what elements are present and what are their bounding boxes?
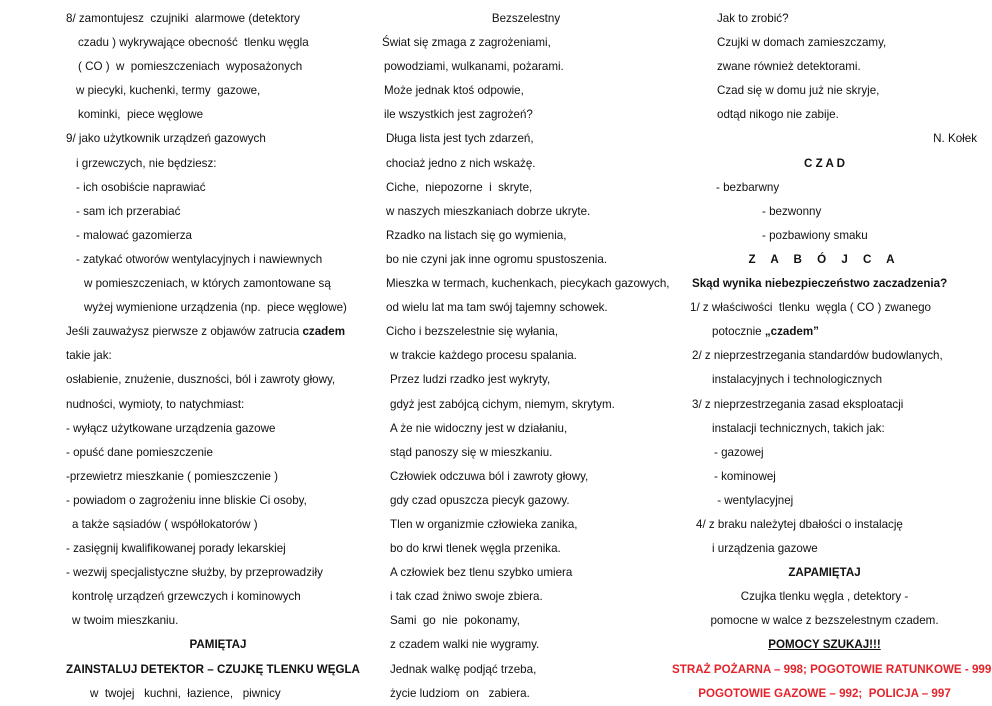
col1-line bbox=[58, 200, 378, 224]
col1-line bbox=[58, 296, 378, 320]
line-text: 3/ z nieprzestrzegania zasad eksploatacji bbox=[692, 397, 904, 411]
line-text: - wezwij specjalistyczne służby, by przeprowadziły bbox=[66, 566, 323, 580]
col2-line bbox=[378, 441, 674, 465]
line-text: ile wszystkich jest zagrożeń? bbox=[384, 108, 533, 122]
col1-line bbox=[58, 489, 378, 513]
left-column-safety-rules bbox=[58, 7, 378, 706]
col3-line bbox=[672, 127, 977, 151]
col1-line bbox=[58, 152, 378, 176]
line-text: takie jak: bbox=[66, 349, 112, 363]
col1-line bbox=[58, 658, 378, 682]
line-text: Może jednak ktoś odpowie, bbox=[384, 84, 524, 98]
line-text: Czad się w domu już nie skryje, bbox=[717, 84, 880, 98]
col1-line bbox=[58, 103, 378, 127]
col1-line bbox=[58, 561, 378, 585]
col3-line bbox=[672, 320, 977, 344]
emphasized-word: czadem bbox=[302, 325, 346, 339]
line-text: Jeśli zauważysz pierwsze z objawów zatrucia bbox=[66, 325, 303, 339]
line-text: - zasięgnij kwalifikowanej porady lekarskiej bbox=[66, 542, 286, 556]
line-text: - bezbarwny bbox=[716, 180, 780, 194]
col3-line bbox=[672, 296, 977, 320]
col1-line bbox=[58, 31, 378, 55]
emphasized-word: „czadem” bbox=[764, 325, 819, 339]
line-text: Mieszka w termach, kuchenkach, piecykach gazowych, bbox=[386, 277, 670, 291]
col1-line bbox=[58, 176, 378, 200]
line-text: Rzadko na listach się go wymienia, bbox=[386, 228, 567, 242]
col1-line bbox=[58, 368, 378, 392]
line-text: POMOCY SZUKAJ!!! bbox=[768, 638, 881, 652]
line-text: Świat się zmaga z zagrożeniami, bbox=[382, 36, 551, 50]
right-column-carbon-monoxide-info bbox=[672, 7, 992, 706]
line-text: ( CO ) w pomieszczeniach wyposażonych bbox=[78, 60, 303, 74]
col2-line bbox=[378, 393, 674, 417]
line-text: Człowiek odczuwa ból i zawroty głowy, bbox=[390, 469, 589, 483]
line-text: Cicho i bezszelestnie się wyłania, bbox=[386, 325, 559, 339]
line-text: A że nie widoczny jest w działaniu, bbox=[390, 421, 568, 435]
line-text: Czujki w domach zamieszczamy, bbox=[717, 36, 887, 50]
line-text: A człowiek bez tlenu szybko umiera bbox=[390, 566, 573, 580]
col2-line bbox=[378, 489, 674, 513]
col1-line bbox=[58, 417, 378, 441]
col3-line bbox=[672, 561, 977, 585]
line-text: z czadem walki nie wygramy. bbox=[390, 638, 540, 652]
line-text: - opuść dane pomieszczenie bbox=[66, 445, 213, 459]
line-text: bo nie czyni jak inne ogromu spustoszenia. bbox=[386, 252, 608, 266]
line-text: potocznie bbox=[712, 325, 765, 339]
line-text: kontrolę urządzeń grzewczych i kominowych bbox=[72, 590, 301, 604]
line-text: - malować gazomierza bbox=[76, 228, 192, 242]
col1-line bbox=[58, 441, 378, 465]
line-text: bo do krwi tlenek węgla przenika. bbox=[390, 542, 561, 556]
line-text: - gazowej bbox=[714, 445, 764, 459]
col3-line bbox=[672, 248, 977, 272]
line-text: powodziami, wulkanami, pożarami. bbox=[384, 60, 564, 74]
line-text: -przewietrz mieszkanie ( pomieszczenie ) bbox=[66, 469, 278, 483]
line-text: ZAPAMIĘTAJ bbox=[788, 566, 861, 580]
line-text: ZAINSTALUJ DETEKTOR – CZUJKĘ TLENKU WĘGLA bbox=[66, 662, 360, 676]
col2-line bbox=[378, 537, 674, 561]
col2-line bbox=[378, 127, 674, 151]
col3-line bbox=[672, 152, 977, 176]
line-text: PAMIĘTAJ bbox=[189, 638, 247, 652]
line-text: stąd panoszy się w mieszkaniu. bbox=[390, 445, 553, 459]
col1-line bbox=[58, 272, 378, 296]
line-text: - wyłącz użytkowane urządzenia gazowe bbox=[66, 421, 276, 435]
line-text: w pomieszczeniach, w których zamontowane są bbox=[84, 277, 331, 291]
col3-line bbox=[672, 7, 977, 31]
middle-column-poem bbox=[378, 7, 674, 706]
col1-line bbox=[58, 585, 378, 609]
col3-line bbox=[672, 513, 977, 537]
line-text: - wentylacyjnej bbox=[714, 493, 794, 507]
line-text: - kominowej bbox=[714, 469, 776, 483]
col3-line bbox=[672, 658, 992, 682]
col3-line bbox=[672, 176, 977, 200]
col3-line bbox=[672, 465, 977, 489]
col2-line bbox=[378, 609, 674, 633]
col2-line bbox=[378, 224, 674, 248]
line-text: - bezwonny bbox=[762, 204, 822, 218]
line-text: w twoim mieszkaniu. bbox=[72, 614, 179, 628]
line-text: - powiadom o zagrożeniu inne bliskie Ci osoby, bbox=[66, 493, 307, 507]
line-text: 8/ zamontujesz czujniki alarmowe (detektory bbox=[66, 12, 300, 25]
line-text: Bezszelestny bbox=[491, 12, 561, 25]
line-text: zwane również detektorami. bbox=[717, 60, 861, 74]
line-text: Jednak walkę podjąć trzeba, bbox=[390, 662, 537, 676]
col3-line bbox=[672, 633, 977, 657]
line-text: w piecyki, kuchenki, termy gazowe, bbox=[76, 84, 261, 98]
line-text: Ciche, niepozorne i skryte, bbox=[386, 180, 533, 194]
line-text: w twojej kuchni, łazience, piwnicy bbox=[90, 686, 281, 700]
col2-line bbox=[378, 465, 674, 489]
line-text: - ich osobiście naprawiać bbox=[76, 180, 206, 194]
col3-line bbox=[672, 537, 977, 561]
line-text: chociaż jedno z nich wskażę. bbox=[386, 156, 536, 170]
col3-line bbox=[672, 79, 977, 103]
col3-line bbox=[672, 55, 977, 79]
col3-line bbox=[672, 344, 977, 368]
col3-line bbox=[672, 609, 977, 633]
line-text: Tlen w organizmie człowieka zanika, bbox=[390, 517, 578, 531]
col1-line bbox=[58, 393, 378, 417]
col1-line bbox=[58, 127, 378, 151]
line-text: a także sąsiadów ( współlokatorów ) bbox=[72, 517, 258, 531]
line-text: nudności, wymioty, to natychmiast: bbox=[66, 397, 245, 411]
col1-line bbox=[58, 465, 378, 489]
col1-line bbox=[58, 633, 378, 657]
line-text: - pozbawiony smaku bbox=[762, 228, 868, 242]
line-text: i tak czad żniwo swoje zbiera. bbox=[390, 590, 543, 604]
col1-line bbox=[58, 682, 378, 706]
line-text: - zatykać otworów wentylacyjnych i nawiewnych bbox=[76, 252, 323, 266]
col3-line bbox=[672, 585, 977, 609]
col2-line bbox=[378, 248, 674, 272]
col1-line bbox=[58, 344, 378, 368]
col3-line bbox=[672, 489, 977, 513]
col2-line bbox=[378, 200, 674, 224]
line-text: instalacyjnych i technologicznych bbox=[712, 373, 883, 387]
line-text: Przez ludzi rzadko jest wykryty, bbox=[390, 373, 551, 387]
col3-line bbox=[672, 103, 977, 127]
line-text: C Z A D bbox=[803, 156, 845, 170]
line-text: 9/ jako użytkownik urządzeń gazowych bbox=[66, 132, 266, 146]
line-text: osłabienie, znużenie, duszności, ból i zawroty głowy, bbox=[66, 373, 336, 387]
line-text: wyżej wymienione urządzenia (np. piece węglowe) bbox=[84, 301, 347, 315]
col1-line bbox=[58, 55, 378, 79]
col2-line bbox=[378, 561, 674, 585]
col2-line bbox=[378, 31, 674, 55]
line-text: POGOTOWIE GAZOWE – 992; POLICJA – 997 bbox=[698, 686, 951, 700]
col2-line bbox=[378, 296, 674, 320]
col1-line bbox=[58, 79, 378, 103]
col3-line bbox=[672, 31, 977, 55]
col3-line bbox=[672, 393, 977, 417]
line-text: Długa lista jest tych zdarzeń, bbox=[386, 132, 534, 146]
col3-line bbox=[672, 417, 977, 441]
line-text: Skąd wynika niebezpieczeństwo zaczadzenia? bbox=[692, 277, 948, 291]
col2-line bbox=[378, 7, 674, 31]
col2-line bbox=[378, 152, 674, 176]
col2-line bbox=[378, 176, 674, 200]
col3-line bbox=[672, 441, 977, 465]
col2-line bbox=[378, 368, 674, 392]
line-text: w naszych mieszkaniach dobrze ukryte. bbox=[386, 204, 591, 218]
col1-line bbox=[58, 537, 378, 561]
col2-line bbox=[378, 658, 674, 682]
line-text: od wielu lat ma tam swój tajemny schowek. bbox=[386, 301, 608, 315]
col2-line bbox=[378, 417, 674, 441]
line-text: Sami go nie pokonamy, bbox=[390, 614, 520, 628]
line-text: gdyż jest zabójcą cichym, niemym, skrytym. bbox=[390, 397, 615, 411]
line-text: N. Kołek bbox=[933, 132, 977, 146]
col2-line bbox=[378, 55, 674, 79]
line-text: 2/ z nieprzestrzegania standardów budowlanych, bbox=[692, 349, 943, 363]
col1-line bbox=[58, 7, 378, 31]
col2-line bbox=[378, 79, 674, 103]
col3-line bbox=[672, 224, 977, 248]
col2-line bbox=[378, 633, 674, 657]
col1-line bbox=[58, 513, 378, 537]
col3-line bbox=[672, 200, 977, 224]
line-text: - sam ich przerabiać bbox=[76, 204, 181, 218]
col1-line bbox=[58, 224, 378, 248]
col3-line bbox=[672, 682, 977, 706]
col2-line bbox=[378, 682, 674, 706]
line-text: Jak to zrobić? bbox=[717, 12, 789, 25]
line-text: 4/ z braku należytej dbałości o instalację bbox=[696, 517, 903, 531]
col2-line bbox=[378, 585, 674, 609]
line-text: instalacji technicznych, takich jak: bbox=[712, 421, 885, 435]
col3-line bbox=[672, 368, 977, 392]
line-text: gdy czad opuszcza piecyk gazowy. bbox=[390, 493, 570, 507]
col2-line bbox=[378, 344, 674, 368]
col1-line bbox=[58, 248, 378, 272]
col3-line bbox=[672, 272, 977, 296]
line-text: STRAŻ POŻARNA – 998; POGOTOWIE RATUNKOWE - 999 bbox=[672, 662, 992, 676]
line-text: pomocne w walce z bezszelestnym czadem. bbox=[710, 614, 939, 628]
col2-line bbox=[378, 103, 674, 127]
col2-line bbox=[378, 320, 674, 344]
col1-line bbox=[58, 609, 378, 633]
line-text: w trakcie każdego procesu spalania. bbox=[390, 349, 577, 363]
line-text: i urządzenia gazowe bbox=[712, 542, 818, 556]
line-text: i grzewczych, nie będziesz: bbox=[76, 156, 217, 170]
line-text: Z A B Ó J C A bbox=[748, 252, 901, 266]
line-text: 1/ z właściwości tlenku węgla ( CO ) zwanego bbox=[690, 301, 931, 315]
col1-line bbox=[58, 320, 378, 344]
col2-line bbox=[378, 272, 674, 296]
col2-line bbox=[378, 513, 674, 537]
line-text: kominki, piece węglowe bbox=[78, 108, 204, 122]
line-text: Czujka tlenku węgla , detektory - bbox=[740, 590, 909, 604]
line-text: czadu ) wykrywające obecność tlenku węgla bbox=[78, 36, 309, 50]
line-text: odtąd nikogo nie zabije. bbox=[717, 108, 839, 122]
line-text: życie ludziom on zabiera. bbox=[390, 686, 530, 700]
